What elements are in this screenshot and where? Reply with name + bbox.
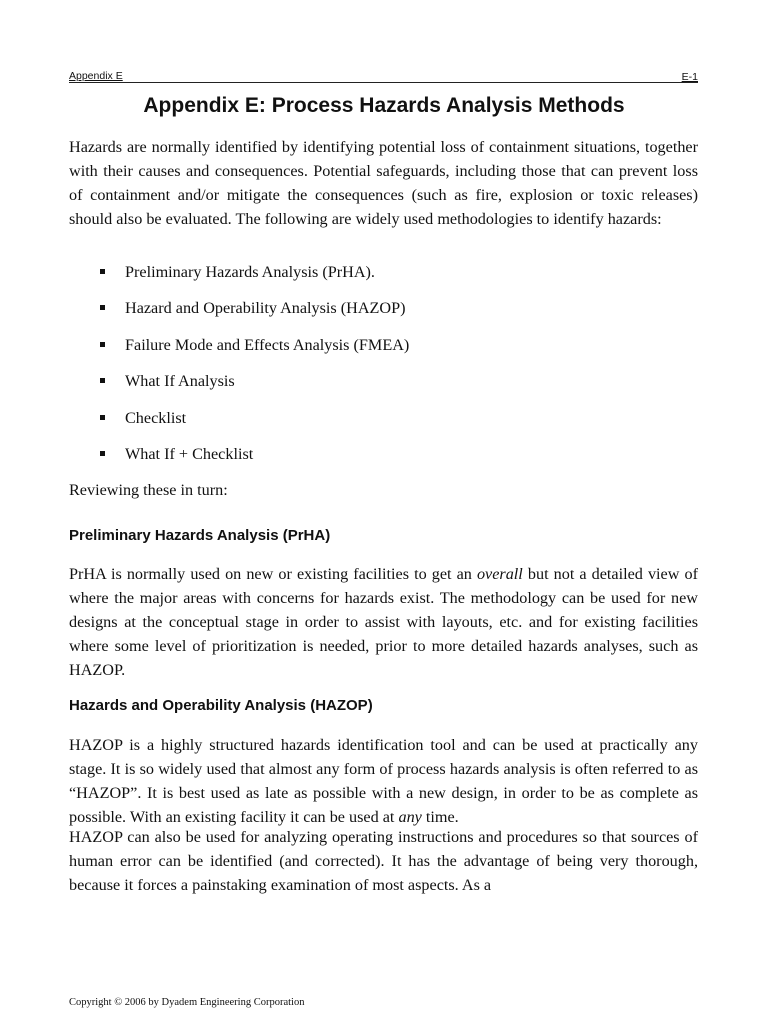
list-item bbox=[69, 333, 409, 369]
text: PrHA is normally used on new or existing facilities to get an bbox=[69, 565, 477, 583]
hazop-paragraph-1 bbox=[69, 733, 698, 829]
list-item bbox=[69, 369, 409, 405]
header-section: Appendix E bbox=[69, 70, 123, 82]
methods-list bbox=[69, 260, 409, 478]
emphasis: any bbox=[398, 808, 422, 826]
list-item-text: Hazard and Operability Analysis (HAZOP) bbox=[125, 299, 406, 318]
emphasis: overall bbox=[476, 565, 523, 583]
list-item-text: What If Analysis bbox=[125, 372, 235, 391]
list-item-text: Failure Mode and Effects Analysis (FMEA) bbox=[125, 335, 410, 354]
bullet-icon bbox=[100, 342, 105, 347]
prha-heading: Preliminary Hazards Analysis (PrHA) bbox=[69, 527, 331, 544]
list-item bbox=[69, 406, 409, 442]
reviewing-text: Reviewing these in turn: bbox=[69, 481, 228, 499]
text: HAZOP is a highly structured hazards identification tool and can be used at practically any stage. It is so widely used that almost any form of process hazards analysis is often referred to as “HAZOP”. It is best used as late as possible with a new design, in order to be as complete as possible. With an existing facility it can be used at bbox=[69, 736, 698, 826]
intro-paragraph: Hazards are normally identified by identifying potential loss of containment situations, together with their causes and consequences. Potential safeguards, including those that can prevent loss of containment and/or mitigate the consequences (such as fire, explosion or toxic releases) should also be evaluated. The following are widely used methodologies to identify hazards: bbox=[69, 138, 698, 228]
bullet-icon bbox=[100, 378, 105, 383]
list-item bbox=[69, 296, 409, 332]
bullet-icon bbox=[100, 415, 105, 420]
bullet-icon bbox=[100, 305, 105, 310]
list-item bbox=[69, 442, 409, 478]
running-header bbox=[69, 68, 698, 83]
footer-copyright: Copyright © 2006 by Dyadem Engineering Corporation bbox=[69, 997, 305, 1008]
list-item-text: Preliminary Hazards Analysis (PrHA). bbox=[125, 263, 375, 281]
text: but not a detailed view of where the major areas with concerns for hazards exist. The methodology can be used for new designs at the conceptual stage in order to assist with layouts, etc. and for existing facilities where some level of prioritization is needed, prior to more detailed hazards analyses, such as HAZOP. bbox=[69, 565, 698, 679]
bullet-icon bbox=[100, 451, 105, 456]
list-item-text: What If + Checklist bbox=[125, 444, 254, 463]
hazop-paragraph-2: HAZOP can also be used for analyzing operating instructions and procedures so that sources of human error can be identified (and corrected). It has the advantage of being very thorough, because it forces a painstaking examination of most aspects. As a bbox=[69, 828, 698, 894]
header-page-number: E-1 bbox=[681, 71, 698, 83]
page-title: Appendix E: Process Hazards Analysis Methods bbox=[143, 94, 625, 117]
list-item-text: Checklist bbox=[125, 408, 187, 427]
text: time. bbox=[421, 808, 459, 826]
hazop-heading: Hazards and Operability Analysis (HAZOP) bbox=[69, 697, 373, 714]
list-item bbox=[69, 260, 409, 296]
bullet-icon bbox=[100, 269, 105, 274]
prha-paragraph bbox=[69, 562, 698, 682]
